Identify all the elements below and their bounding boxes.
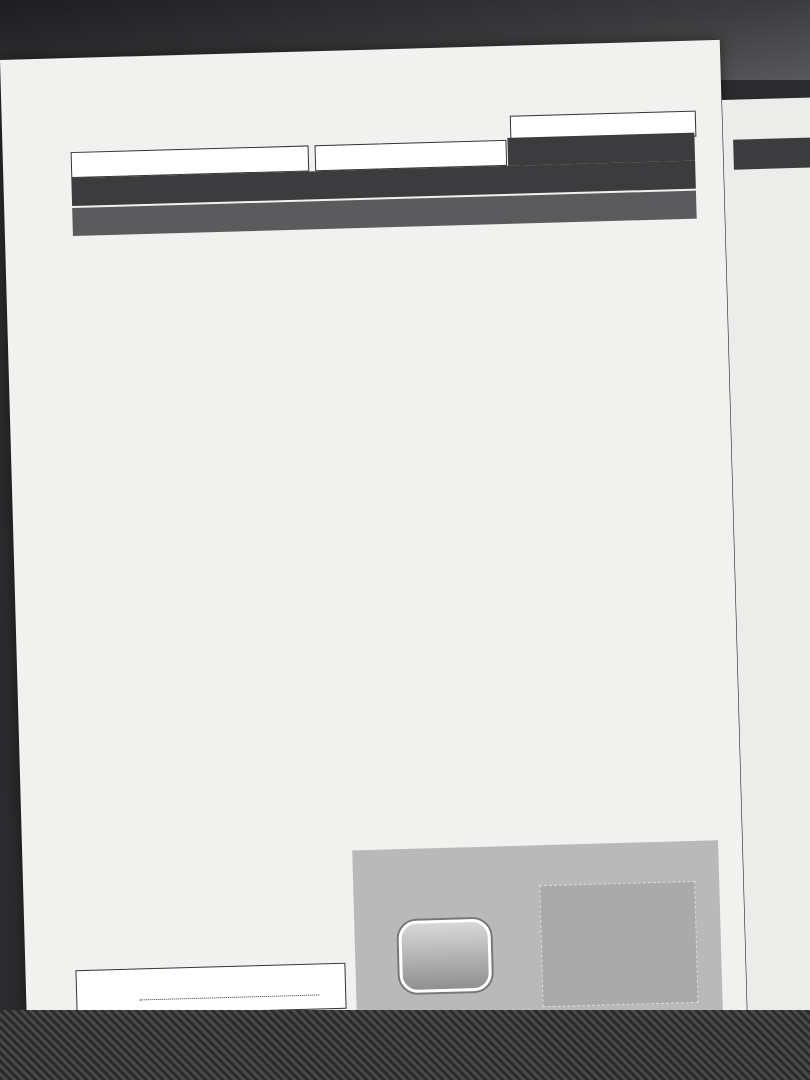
signature-box[interactable]	[75, 963, 346, 1017]
corrosion-stamp	[539, 881, 698, 1007]
footer-instruction	[73, 871, 333, 878]
signature-line	[139, 994, 319, 1000]
stamp-area	[352, 840, 723, 1022]
service-history-page	[0, 40, 748, 1060]
p2-symbols	[722, 97, 810, 100]
background-mesh	[0, 1010, 810, 1080]
honda-logo	[398, 919, 492, 994]
p2-header	[733, 137, 810, 170]
